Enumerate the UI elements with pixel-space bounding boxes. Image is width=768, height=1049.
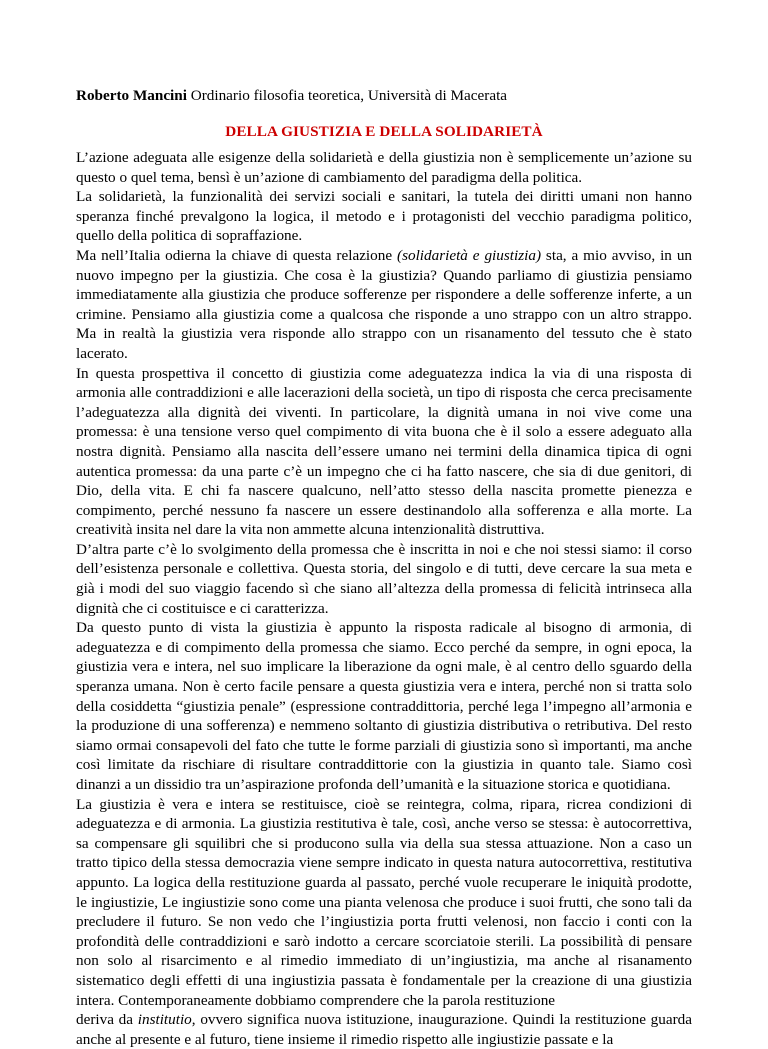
paragraph: In questa prospettiva il concetto di giustizia come adeguatezza indica la via di una risposta di armonia alle contraddizioni e alle lacerazioni della società, un tipo di risposta che cerca precisamente l’adeguatezza alla dignità dei viventi. In particolare, la dignità umana in noi vive come una promessa: è una tensione verso quel compimento di vita buona che è il solo a essere adeguato alla nostra dignità. Pensiamo alla nascita dell’essere umano nei termini della dinamica tipica di ogni autentica promessa: da una parte c’è un impegno che ci ha fatto nascere, che sia di due genitori, di Dio, della vita. E chi fa nascere qualcuno, nell’atto stesso della nascita promette pienezza e compimento, perché nessuno fa nascere un essere destinandolo alla sofferenza e alla morte. La creatività insita nel dare la vita non ammette alcuna intenzionalità distruttiva.	[76, 364, 692, 539]
paragraph: deriva da institutio, ovvero significa nuova istituzione, inaugurazione. Quindi la restituzione guarda anche al presente e al futuro, tiene insieme il rimedio rispetto alle ingiustizie passate e la	[76, 1011, 693, 1048]
document-body	[76, 148, 692, 1049]
paragraph: Da questo punto di vista la giustizia è appunto la risposta radicale al bisogno di armonia, di adeguatezza e di compimento della promessa che siamo. Ecco perché da sempre, in ogni epoca, la giustizia vera e intera, nel suo implicare la liberazione da ogni male, è al centro dello sguardo della speranza umana. Non è certo facile pensare a questa giustizia vera e intera, perché non si tratta solo della cosiddetta “giustizia penale” (espressione contraddittoria, perché lega l’impegno all’armonia e la produzione di una sofferenza) e nemmeno soltanto di giustizia distributiva o retributiva. Del resto siamo ormai consapevoli del fato che tutte le forme parziali di giustizia sono sì importanti, ma anche così limitate da rischiare di risultare contraddittorie con la giustizia in quanto tale. Siamo così dinanzi a un dissidio tra un’aspirazione profonda dell’umanità e la situazione storica e quotidiana.	[76, 619, 692, 793]
italic-phrase: (solidarietà e giustizia)	[397, 246, 542, 264]
italic-word: institutio	[137, 1011, 192, 1029]
paragraph: Ma nell’Italia odierna la chiave di questa relazione (solidarietà e giustizia) sta, a mio avviso, in un nuovo impegno per la giustizia. Che cosa è la giustizia? Quando parliamo di giustizia pensiamo immediatamente alla giustizia che produce sofferenze per rispondere a delle sofferenze inferte, a un crimine. Pensiamo alla giustizia come a qualcosa che risponde a uno strappo con un altro strappo. Ma in realtà la giustizia vera risponde allo strappo con un risanamento del tessuto che è stato lacerato.	[76, 246, 693, 362]
paragraph: La giustizia è vera e intera se restituisce, cioè se reintegra, colma, ripara, ricrea condizioni di adeguatezza e di armonia. La giustizia restitutiva è tale, così, anche verso se stessa: è autocorrettiva, sa compensare gli squilibri che si producono sulla via della sua stessa attuazione. Non a caso un tratto tipico della stessa democrazia viene sempre indicato in questa natura autocorrettiva, restitutiva appunto. La logica della restituzione guarda al passato, perché vuole recuperare le iniquità prodotte, le ingiustizie, Le ingiustizie sono come una pianta velenosa che produce i suoi frutti, che sono tali da precludere il futuro. Se non vedo che l’ingiustizia porta frutti velenosi, non faccio i conti con la profondità delle contraddizioni e sarò indotto a cercare scorciatoie sterili. La possibilità di pensare non solo al risarcimento e al rimedio immediato di un’ingiustizia, ma anche al risanamento sistematico degli effetti di una ingiustizia passata è fondamentale per la creazione di una giustizia intera. Contemporaneamente dobbiamo comprendere che la parola restituzione	[76, 795, 692, 1009]
paragraph: D’altra parte c’è lo svolgimento della promessa che è inscritta in noi e che noi stessi siamo: il corso dell’esistenza personale e collettiva. Questa storia, del singolo e di tutti, deve cercare la sua meta e già i modi del suo viaggio facendo sì che siano all’altezza della promessa di felicità intrinseca alla dignità che ci costituisce e ci caratterizza.	[76, 540, 692, 617]
paragraph: La solidarietà, la funzionalità dei servizi sociali e sanitari, la tutela dei diritti umani non hanno speranza finché prevalgono la logica, il metodo e i protagonisti del vecchio paradigma politico, quello della politica di sopraffazione.	[76, 188, 692, 245]
paragraph: L’azione adeguata alle esigenze della solidarietà e della giustizia non è semplicemente un’azione su questo o quel tema, bensì è un’azione di cambiamento del paradigma della politica.	[76, 149, 692, 186]
author-role: Ordinario filosofia teoretica, Università di Macerata	[190, 87, 508, 104]
document-title: DELLA GIUSTIZIA E DELLA SOLIDARIETÀ	[225, 123, 543, 140]
author-line	[76, 86, 696, 106]
author-name: Roberto Mancini	[76, 87, 187, 104]
